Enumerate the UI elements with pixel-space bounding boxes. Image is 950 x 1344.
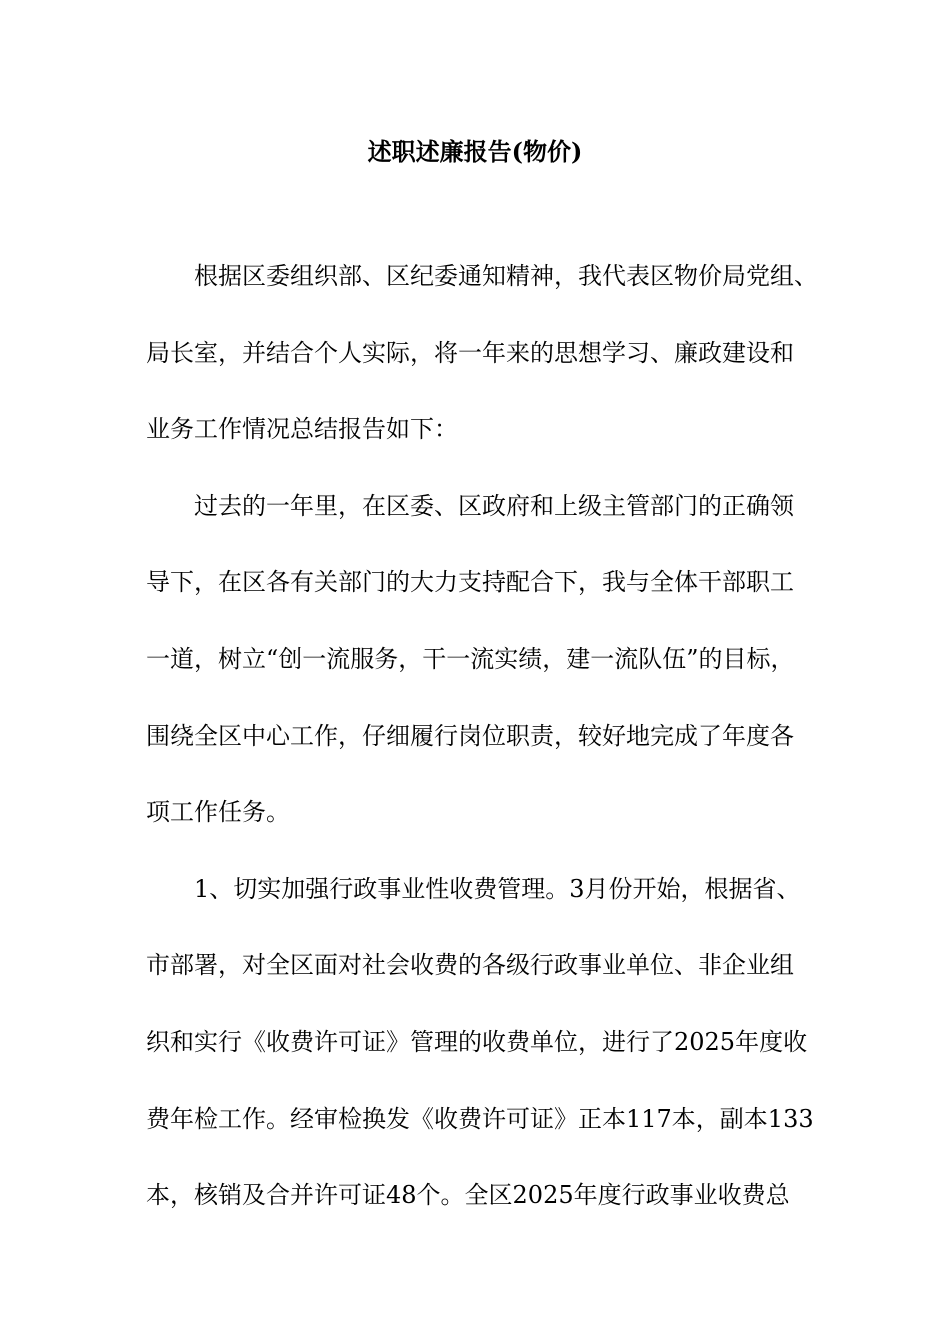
paragraph-line: 局长室，并结合个人实际，将一年来的思想学习、廉政建设和 (146, 338, 794, 367)
paragraph-line: 围绕全区中心工作，仔细履行岗位职责，较好地完成了年度各 (146, 721, 794, 750)
paragraph-line: 织和实行《收费许可证》管理的收费单位，进行了2025年度收 (146, 1027, 808, 1056)
paragraph-line: 业务工作情况总结报告如下： (146, 415, 458, 444)
paragraph-line: 本，核销及合并许可证48个。全区2025年度行政事业收费总 (146, 1181, 790, 1210)
paragraph-line: 1、切实加强行政事业性收费管理。3月份开始，根据省、 (194, 874, 801, 903)
paragraph-line: 根据区委组织部、区纪委通知精神，我代表区物价局党组、 (194, 262, 818, 290)
paragraph-line: 导下，在区各有关部门的大力支持配合下，我与全体干部职工 (146, 568, 794, 597)
paragraph-line: 一道，树立“创一流服务，干一流实绩，建一流队伍”的目标， (146, 644, 795, 673)
document-body (146, 258, 826, 1254)
paragraph-line: 市部署，对全区面对社会收费的各级行政事业单位、非企业组 (146, 951, 794, 980)
paragraph-line: 过去的一年里，在区委、区政府和上级主管部门的正确领 (194, 491, 794, 520)
document-title: 述职述廉报告(物价) (367, 137, 583, 166)
paragraph-line: 项工作任务。 (146, 798, 290, 827)
paragraph-line: 费年检工作。经审检换发《收费许可证》正本117本，副本133 (146, 1104, 814, 1133)
